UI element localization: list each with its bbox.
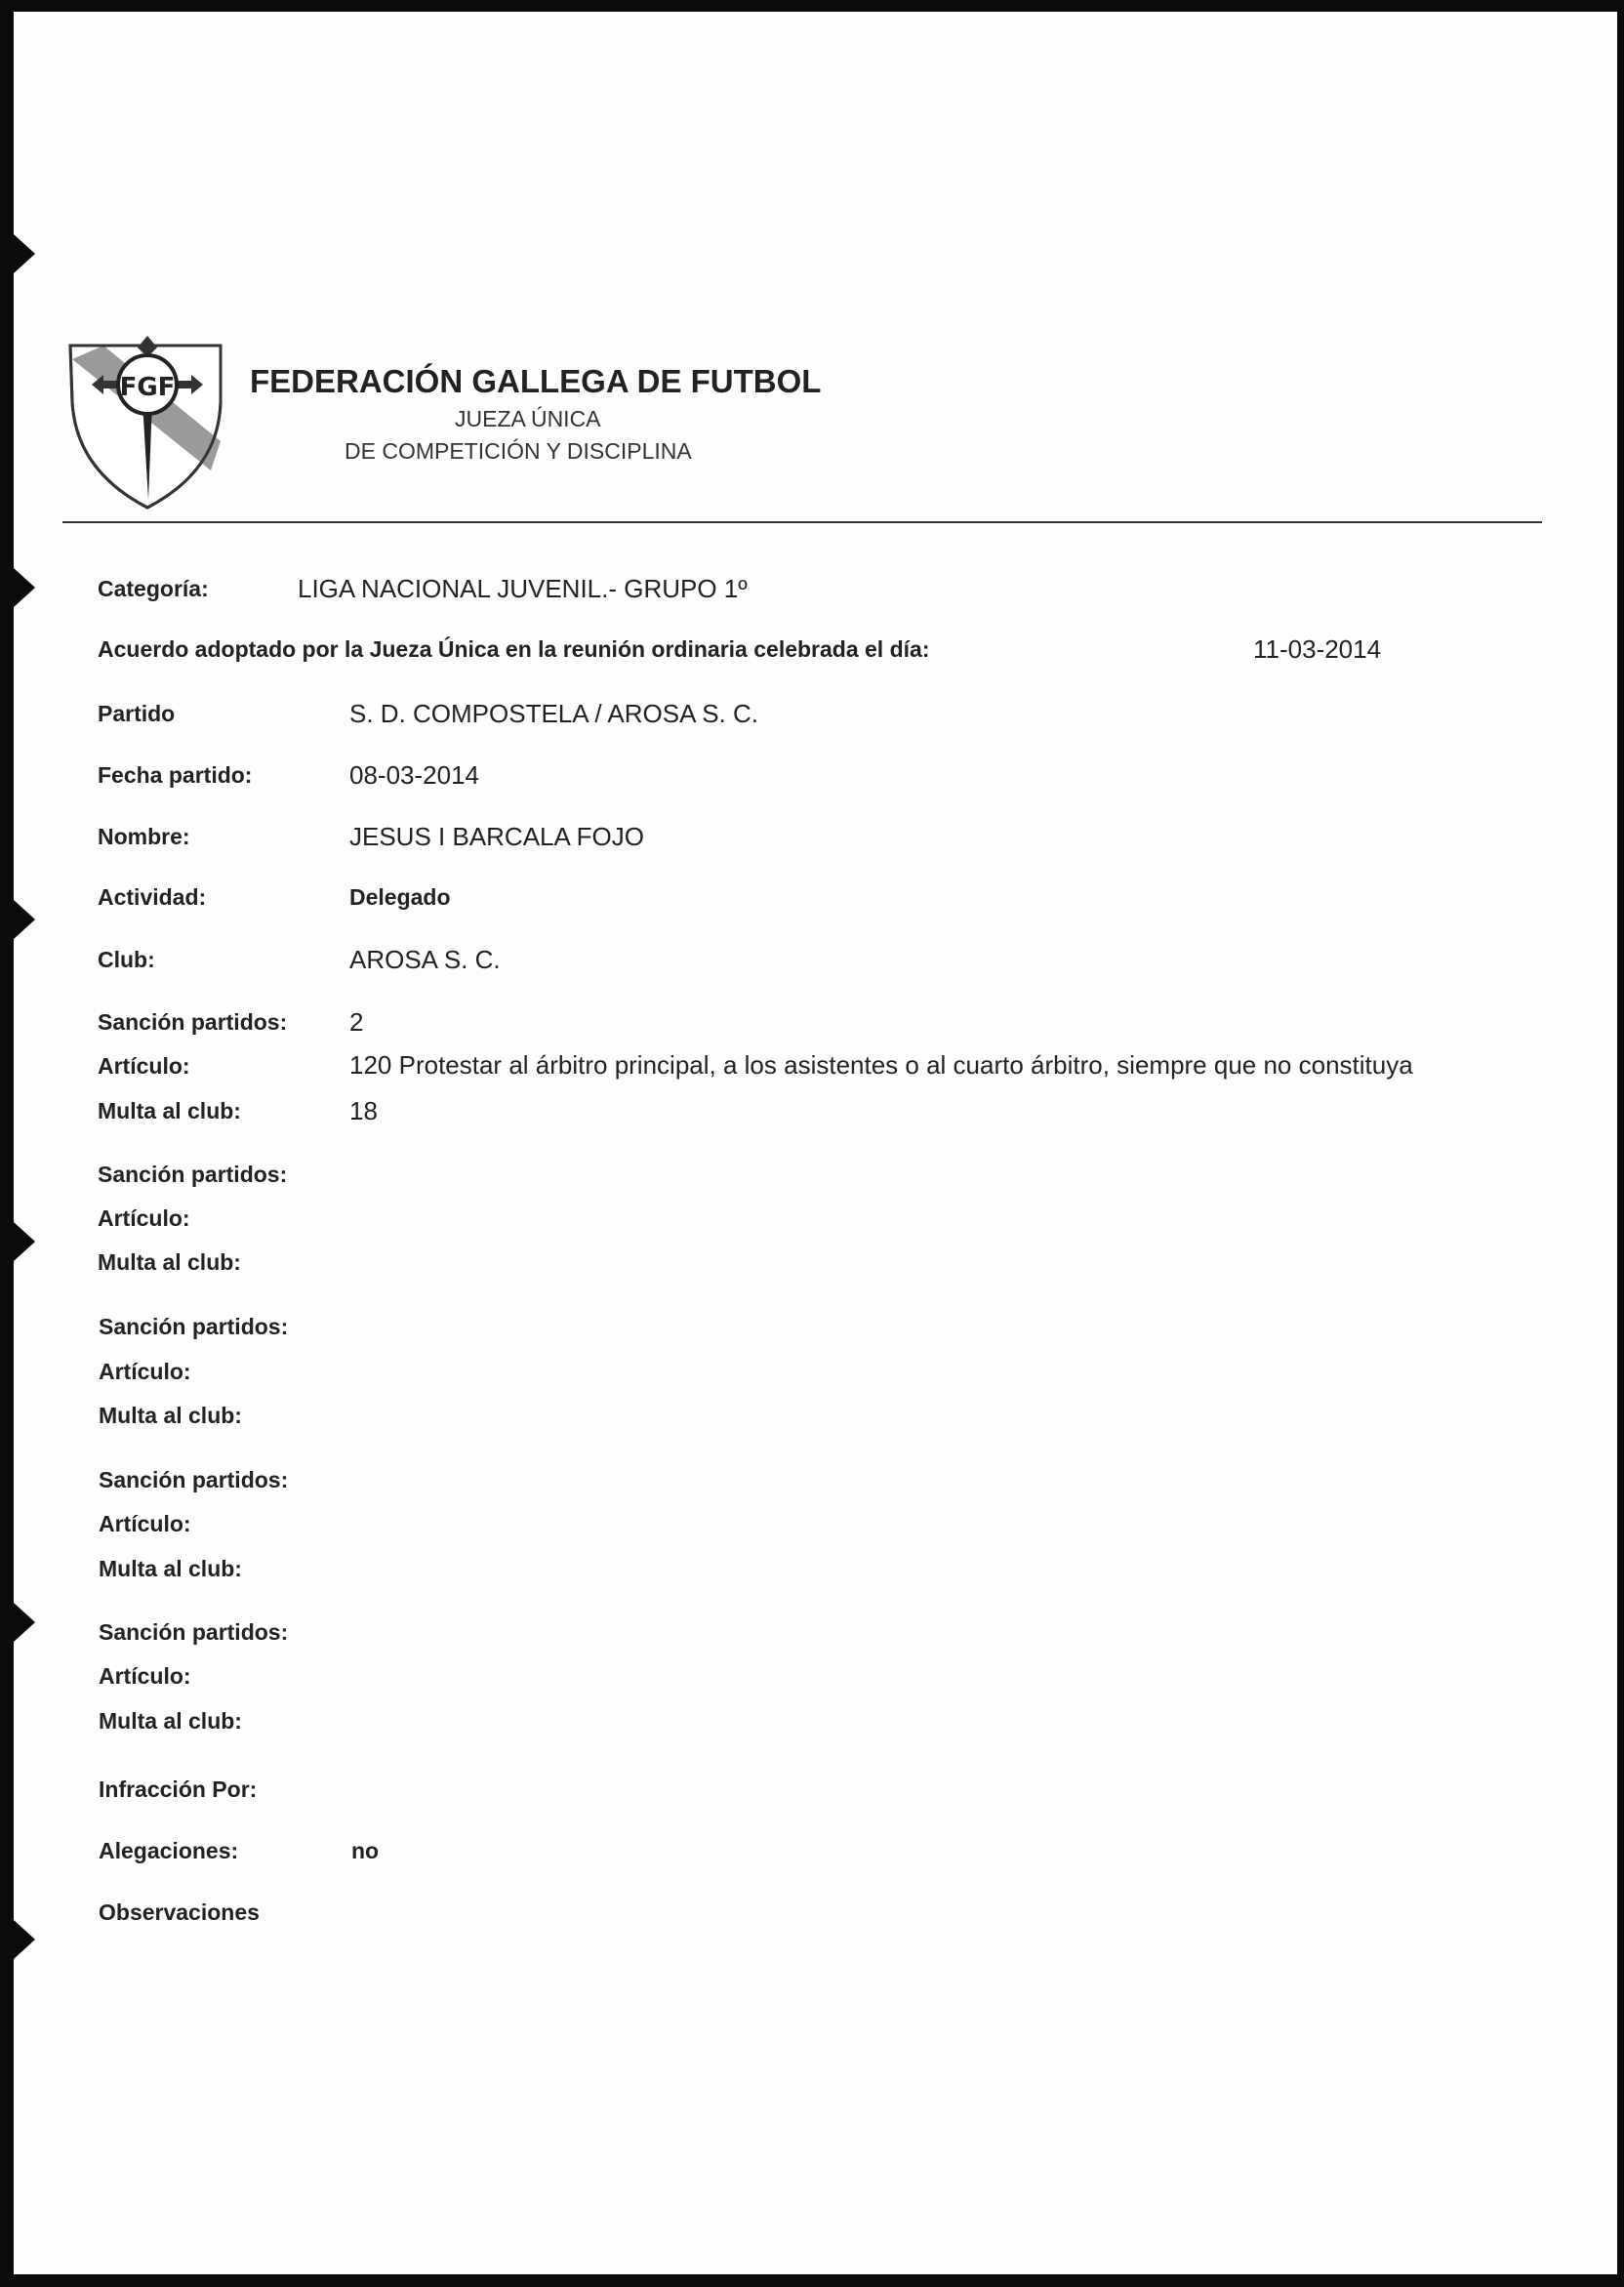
header-divider bbox=[62, 521, 1542, 523]
multa-label: Multa al club: bbox=[99, 1708, 242, 1734]
multa-label: Multa al club: bbox=[99, 1403, 242, 1428]
acuerdo-date: 11-03-2014 bbox=[1253, 634, 1382, 664]
edge-tear bbox=[14, 1603, 35, 1642]
actividad-label: Actividad: bbox=[98, 884, 207, 910]
articulo-label: Artículo: bbox=[99, 1511, 191, 1536]
partido-value: S. D. COMPOSTELA / AROSA S. C. bbox=[349, 699, 759, 728]
edge-tear bbox=[14, 900, 35, 939]
multa-label: Multa al club: bbox=[99, 1556, 242, 1581]
categoria-label: Categoría: bbox=[98, 576, 209, 601]
federation-title: FEDERACIÓN GALLEGA DE FUTBOL bbox=[250, 363, 822, 399]
sancion-partidos-label: Sanción partidos: bbox=[99, 1314, 289, 1339]
nombre-value: JESUS I BARCALA FOJO bbox=[349, 822, 644, 851]
document-page bbox=[14, 12, 1617, 2274]
jueza-unica-line: JUEZA ÚNICA bbox=[455, 406, 601, 431]
observaciones-label: Observaciones bbox=[99, 1899, 260, 1925]
fecha-partido-value: 08-03-2014 bbox=[349, 760, 479, 790]
sancion-partidos-label: Sanción partidos: bbox=[99, 1467, 289, 1492]
sancion-partidos-value: 2 bbox=[349, 1007, 364, 1037]
sancion-partidos-label: Sanción partidos: bbox=[99, 1619, 289, 1645]
svg-text:FGF: FGF bbox=[119, 373, 176, 402]
nombre-label: Nombre: bbox=[98, 824, 190, 849]
sancion-partidos-label: Sanción partidos: bbox=[98, 1009, 288, 1035]
articulo-label: Artículo: bbox=[99, 1663, 191, 1689]
multa-value: 18 bbox=[349, 1096, 378, 1125]
competicion-line: DE COMPETICIÓN Y DISCIPLINA bbox=[345, 438, 692, 464]
alegaciones-label: Alegaciones: bbox=[99, 1838, 239, 1863]
edge-tear bbox=[14, 568, 35, 607]
club-label: Club: bbox=[98, 947, 155, 972]
infraccion-label: Infracción Por: bbox=[99, 1777, 258, 1802]
club-value: AROSA S. C. bbox=[349, 945, 501, 974]
multa-label: Multa al club: bbox=[98, 1249, 241, 1275]
acuerdo-label: Acuerdo adoptado por la Jueza Única en la reunión ordinaria celebrada el día: bbox=[98, 636, 930, 662]
edge-tear bbox=[14, 1222, 35, 1261]
articulo-label: Artículo: bbox=[98, 1205, 190, 1231]
federation-logo bbox=[64, 334, 230, 514]
partido-label: Partido bbox=[98, 701, 176, 726]
edge-tear bbox=[14, 234, 35, 273]
sancion-partidos-label: Sanción partidos: bbox=[98, 1162, 288, 1187]
edge-tear bbox=[14, 1920, 35, 1959]
articulo-label: Artículo: bbox=[99, 1359, 191, 1384]
categoria-value: LIGA NACIONAL JUVENIL.- GRUPO 1º bbox=[298, 574, 748, 603]
articulo-value: 120 Protestar al árbitro principal, a los asistentes o al cuarto árbitro, siempre que no constituya bbox=[349, 1050, 1413, 1080]
actividad-value: Delegado bbox=[349, 884, 451, 910]
articulo-label: Artículo: bbox=[98, 1053, 190, 1079]
alegaciones-value: no bbox=[351, 1838, 380, 1863]
fecha-partido-label: Fecha partido: bbox=[98, 762, 253, 788]
multa-label: Multa al club: bbox=[98, 1098, 241, 1123]
